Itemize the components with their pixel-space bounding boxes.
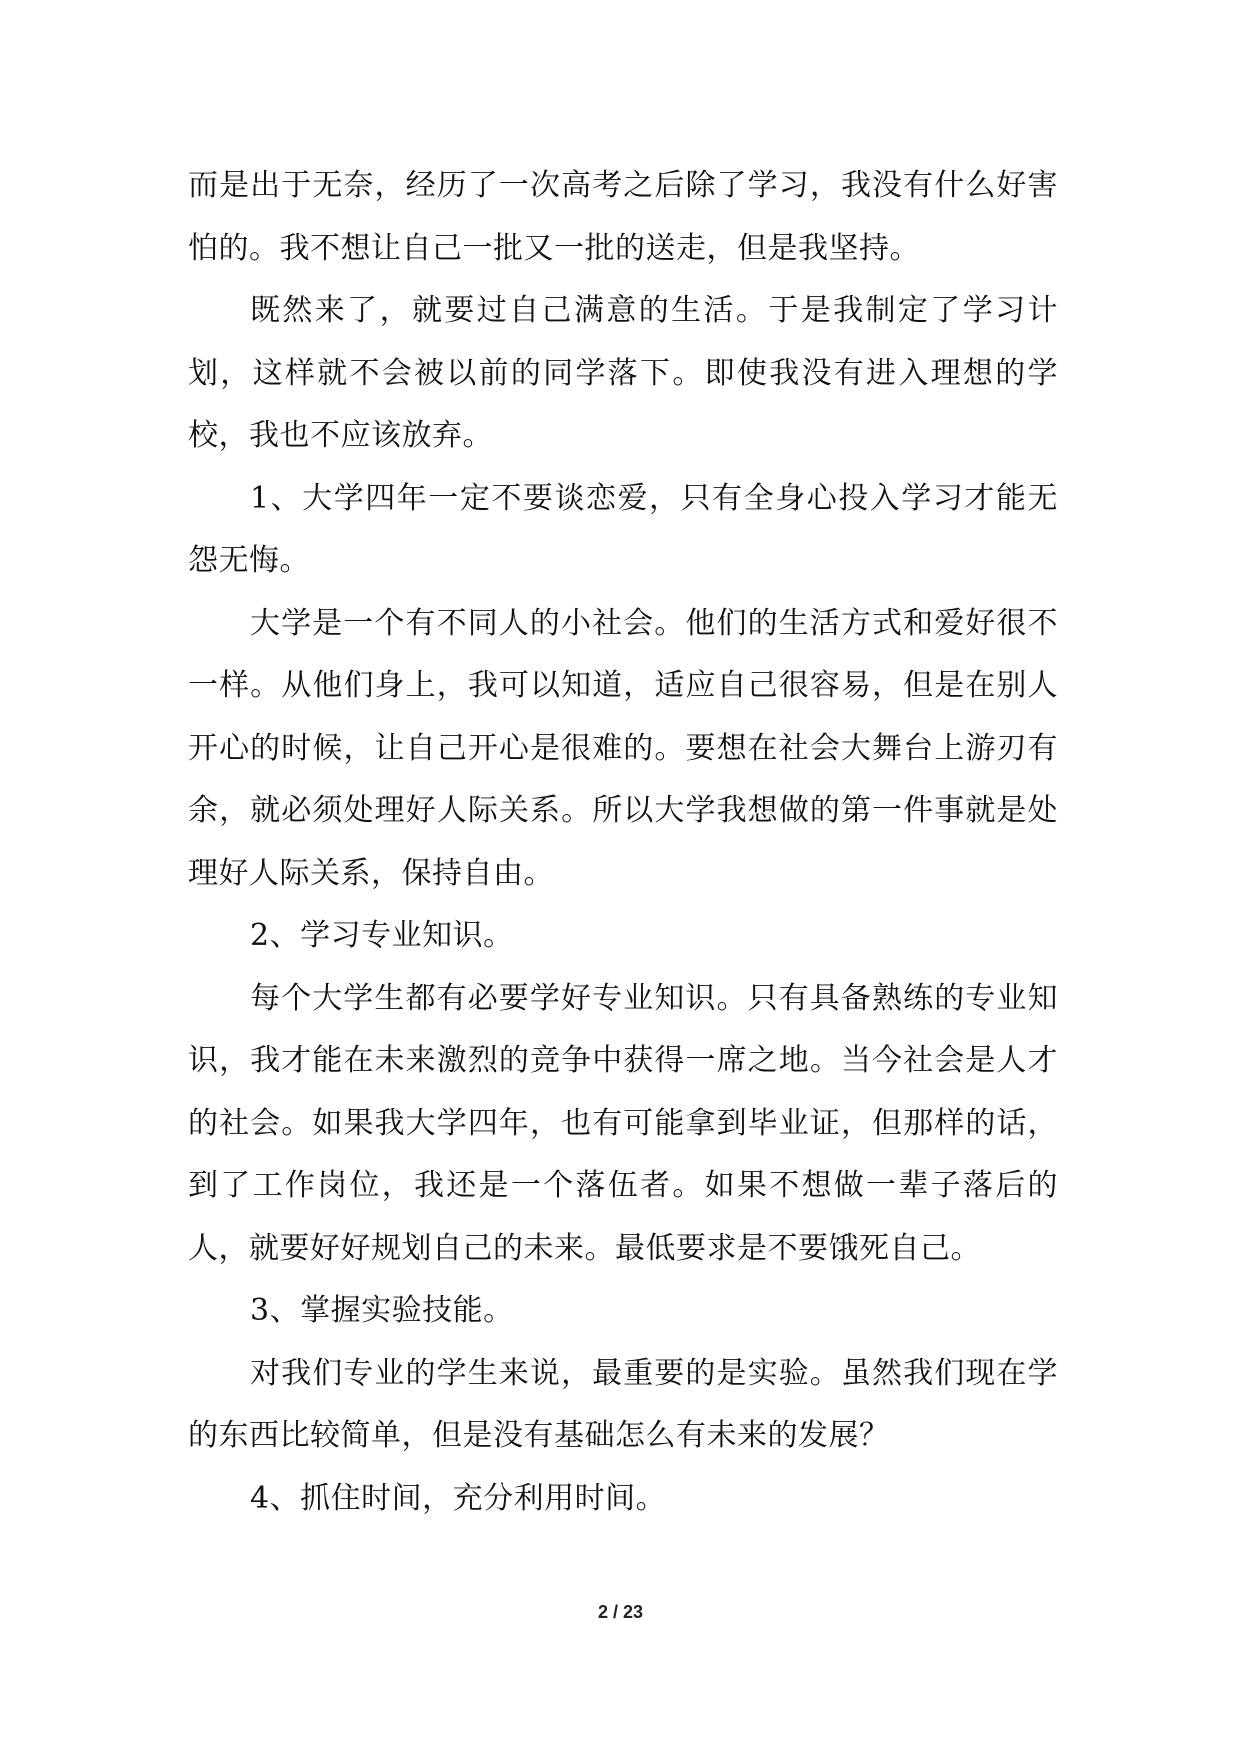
paragraph-6: 每个大学生都有必要学好专业知识。只有具备熟练的专业知识，我才能在未来激烈的竞争中获得一席之地。当今社会是人才的社会。如果我大学四年，也有可能拿到毕业证，但那样的话，到了工作岗位，我还是一个落伍者。如果不想做一辈子落后的人，就要好好规划自己的未来。最低要求是不要饿死自己。 <box>188 980 1058 1266</box>
paragraph-5: 2、学习专业知识。 <box>250 918 514 953</box>
paragraph-2: 既然来了，就要过自己满意的生活。于是我制定了学习计划，这样就不会被以前的同学落下。即使我没有进入理想的学校，我也不应该放弃。 <box>188 293 1058 453</box>
paragraph-8: 对我们专业的学生来说，最重要的是实验。虽然我们现在学的东西比较简单，但是没有基础怎么有未来的发展？ <box>188 1355 1058 1453</box>
paragraph-4: 大学是一个有不同人的小社会。他们的生活方式和爱好很不一样。从他们身上，我可以知道，适应自己很容易，但是在别人开心的时候，让自己开心是很难的。要想在社会大舞台上游刃有余，就必须处理好人际关系。所以大学我想做的第一件事就是处理好人际关系，保持自由。 <box>188 605 1058 891</box>
document-body <box>188 155 1058 1530</box>
paragraph-1: 而是出于无奈，经历了一次高考之后除了学习，我没有什么好害怕的。我不想让自己一批又一批的送走，但是我坚持。 <box>188 168 1058 266</box>
paragraph-9: 4、抓住时间，充分利用时间。 <box>250 1480 667 1516</box>
paragraph-7: 3、掌握实验技能。 <box>250 1293 514 1328</box>
page-number: 2 / 23 <box>597 1602 644 1622</box>
paragraph-3: 1、大学四年一定不要谈恋爱，只有全身心投入学习才能无怨无悔。 <box>188 480 1058 578</box>
